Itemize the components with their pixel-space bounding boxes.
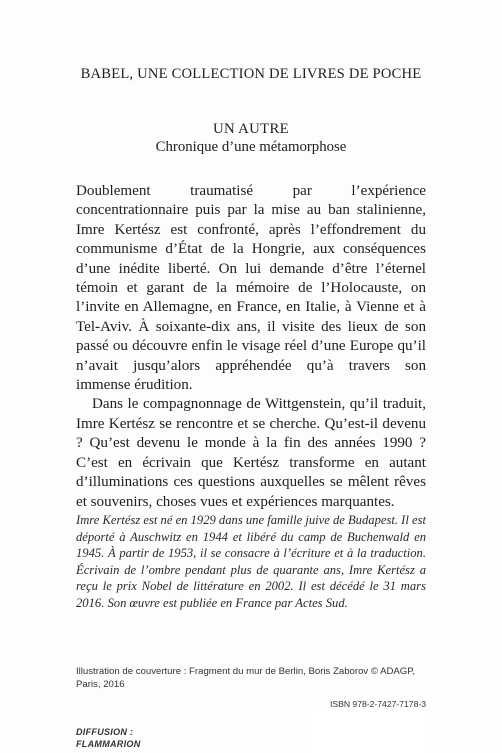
distribution (76, 726, 141, 750)
series-heading: BABEL, UNE COLLECTION DE LIVRES DE POCHE (80, 66, 422, 82)
blurb (76, 182, 426, 512)
blurb-paragraph: Dans le compagnonnage de Wittgenstein, qu’il traduit, Imre Kertész se rencontre et se cherche. Qu’est-il devenu ? Qu’est devenu le monde à la fin des années 1990 ? C’est en écrivain que Kertész transforme en autant d’illuminations ces questions auxquelles se mêlent rêves et souvenirs, choses vues et expériences marquantes. (76, 396, 426, 510)
book-title: UN AUTRE (213, 121, 289, 137)
cover-credit: Illustration de couverture : Fragment du mur de Berlin, Boris Zaborov © ADAGP, Paris, 2016 (76, 666, 416, 690)
isbn-label: ISBN 978-2-7427-7178-3 (329, 699, 426, 709)
author-bio: Imre Kertész est né en 1929 dans une famille juive de Budapest. Il est déporté à Auschwitz en 1944 et libéré du camp de Buchenwald en 1945. À partir de 1953, il se consacre à l’écriture et à la traduction. Écrivain de l’ombre pendant plus de quarante ans, Imre Kertész a reçu le prix Nobel de littérature en 2002. Il est décédé le 31 mars 2016. Son œuvre est publiée en France par Actes Sud. (76, 513, 426, 610)
distribution-label: DIFFUSION : (76, 727, 134, 737)
barcode-area (306, 711, 426, 753)
book-subtitle: Chronique d’une métamorphose (155, 139, 347, 155)
blurb-paragraph: Doublement traumatisé par l’expérience concentrationnaire puis par la mise au ban stalinienne, Imre Kertész est confronté, après l’effondrement du communisme d’État de la Hongrie, aux conséquences d’une inédite liberté. On lui demande d’être l’éternel témoin et garant de la mémoire de l’Holocauste, on l’invite en Allemagne, en France, en Italie, à Vienne et à Tel-Aviv. À soixante-dix ans, il visite des lieux de son passé ou découvre enfin le visage réel d’une Europe qu’il n’avait jusqu’alors appréhendée qu’à travers son immense érudition. (76, 183, 426, 394)
distributor-name: FLAMMARION (76, 739, 141, 749)
